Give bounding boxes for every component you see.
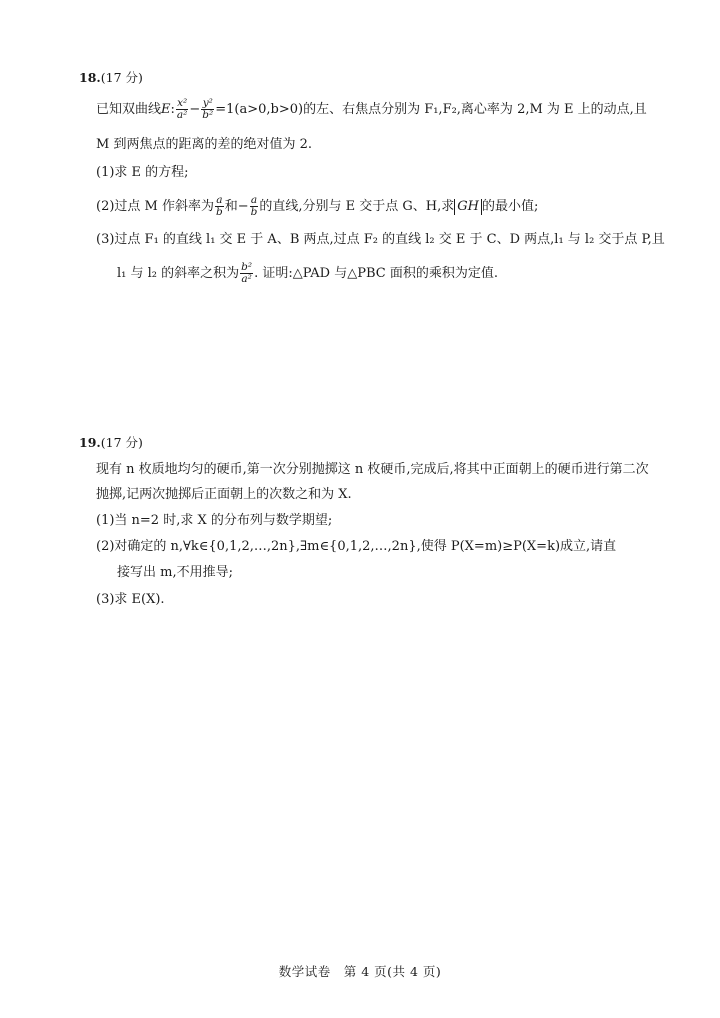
fraction-b2-a2 xyxy=(240,262,253,285)
q18-header xyxy=(79,68,143,86)
q18-p3-text-b: l₁ 与 l₂ 的斜率之积为 xyxy=(117,266,240,281)
q18-p2-and: 和− xyxy=(224,199,249,214)
q19-header xyxy=(79,433,143,451)
q19-part3: (3)求 E(X). xyxy=(96,592,165,607)
q18-number: 18. xyxy=(79,70,101,85)
frac-denominator: b² xyxy=(202,109,214,121)
q18-p2-text-a: (2)过点 M 作斜率为 xyxy=(96,199,214,214)
q18-stem-line2: M 到两焦点的距离的差的绝对值为 2. xyxy=(96,137,312,152)
frac-denominator: b xyxy=(250,206,258,218)
q19-stem-line2: 抛掷,记两次抛掷后正面朝上的次数之和为 X. xyxy=(96,487,352,502)
q18-p2-text-b: 的直线,分别与 E 交于点 G、H,求 xyxy=(259,199,455,214)
q18-p3-text-c: . 证明:△PAD 与△PBC 面积的乘积为定值. xyxy=(254,266,498,281)
frac-denominator: a² xyxy=(241,273,252,285)
q19-points: (17 分) xyxy=(100,435,143,450)
q19-stem-line1: 现有 n 枚质地均匀的硬币,第一次分别抛掷这 n 枚硬币,完成后,将其中正面朝上的硬币进行第二次 xyxy=(96,462,649,477)
q18-part3-line1: (3)过点 F₁ 的直线 l₁ 交 E 于 A、B 两点,过点 F₂ 的直线 l₂ 交 E 于 C、D 两点,l₁ 与 l₂ 交于点 P,且 xyxy=(96,232,665,247)
fraction-a-b xyxy=(215,195,224,218)
q18-p2-text-c: 的最小值; xyxy=(481,199,539,214)
q19-part2-line2: 接写出 m,不用推导; xyxy=(117,565,233,580)
frac-numerator: a xyxy=(250,194,258,206)
q18-points: (17 分) xyxy=(100,70,143,85)
fraction-a-b-neg xyxy=(250,195,259,218)
frac-denominator: a² xyxy=(176,109,188,121)
GH-label: GH xyxy=(457,199,479,214)
q18-part3-line2 xyxy=(117,262,650,285)
fraction-x2-a2 xyxy=(176,98,188,121)
q18-E: E xyxy=(161,102,171,117)
page-footer: 数学试卷 第 4 页(共 4 页) xyxy=(278,964,442,979)
q19-part1: (1)当 n=2 时,求 X 的分布列与数学期望; xyxy=(96,513,333,528)
frac-numerator: x² xyxy=(177,97,188,109)
abs-GH xyxy=(454,199,482,215)
q19-number: 19. xyxy=(79,435,101,450)
frac-numerator: y² xyxy=(202,97,213,109)
q18-stem-text-a: 已知双曲线 xyxy=(96,102,162,117)
q18-stem-text-b: =1(a>0,b>0)的左、右焦点分别为 F₁,F₂,离心率为 2,M 为 E 上的动点,且 xyxy=(215,102,647,117)
frac-denominator: b xyxy=(216,206,223,218)
fraction-y2-b2 xyxy=(201,98,214,121)
q18-stem-line1 xyxy=(96,98,650,121)
frac-numerator: a xyxy=(216,194,223,206)
q18-part2 xyxy=(96,195,650,218)
q18-part1: (1)求 E 的方程; xyxy=(96,165,189,180)
q19-part2-line1: (2)对确定的 n,∀k∈{0,1,2,…,2n},∃m∈{0,1,2,…,2n},使得 P(X=m)≥P(X=k)成立,请直 xyxy=(96,539,617,554)
minus-sign: − xyxy=(189,102,201,117)
q18-colon: : xyxy=(170,102,175,117)
frac-numerator: b² xyxy=(241,261,253,273)
